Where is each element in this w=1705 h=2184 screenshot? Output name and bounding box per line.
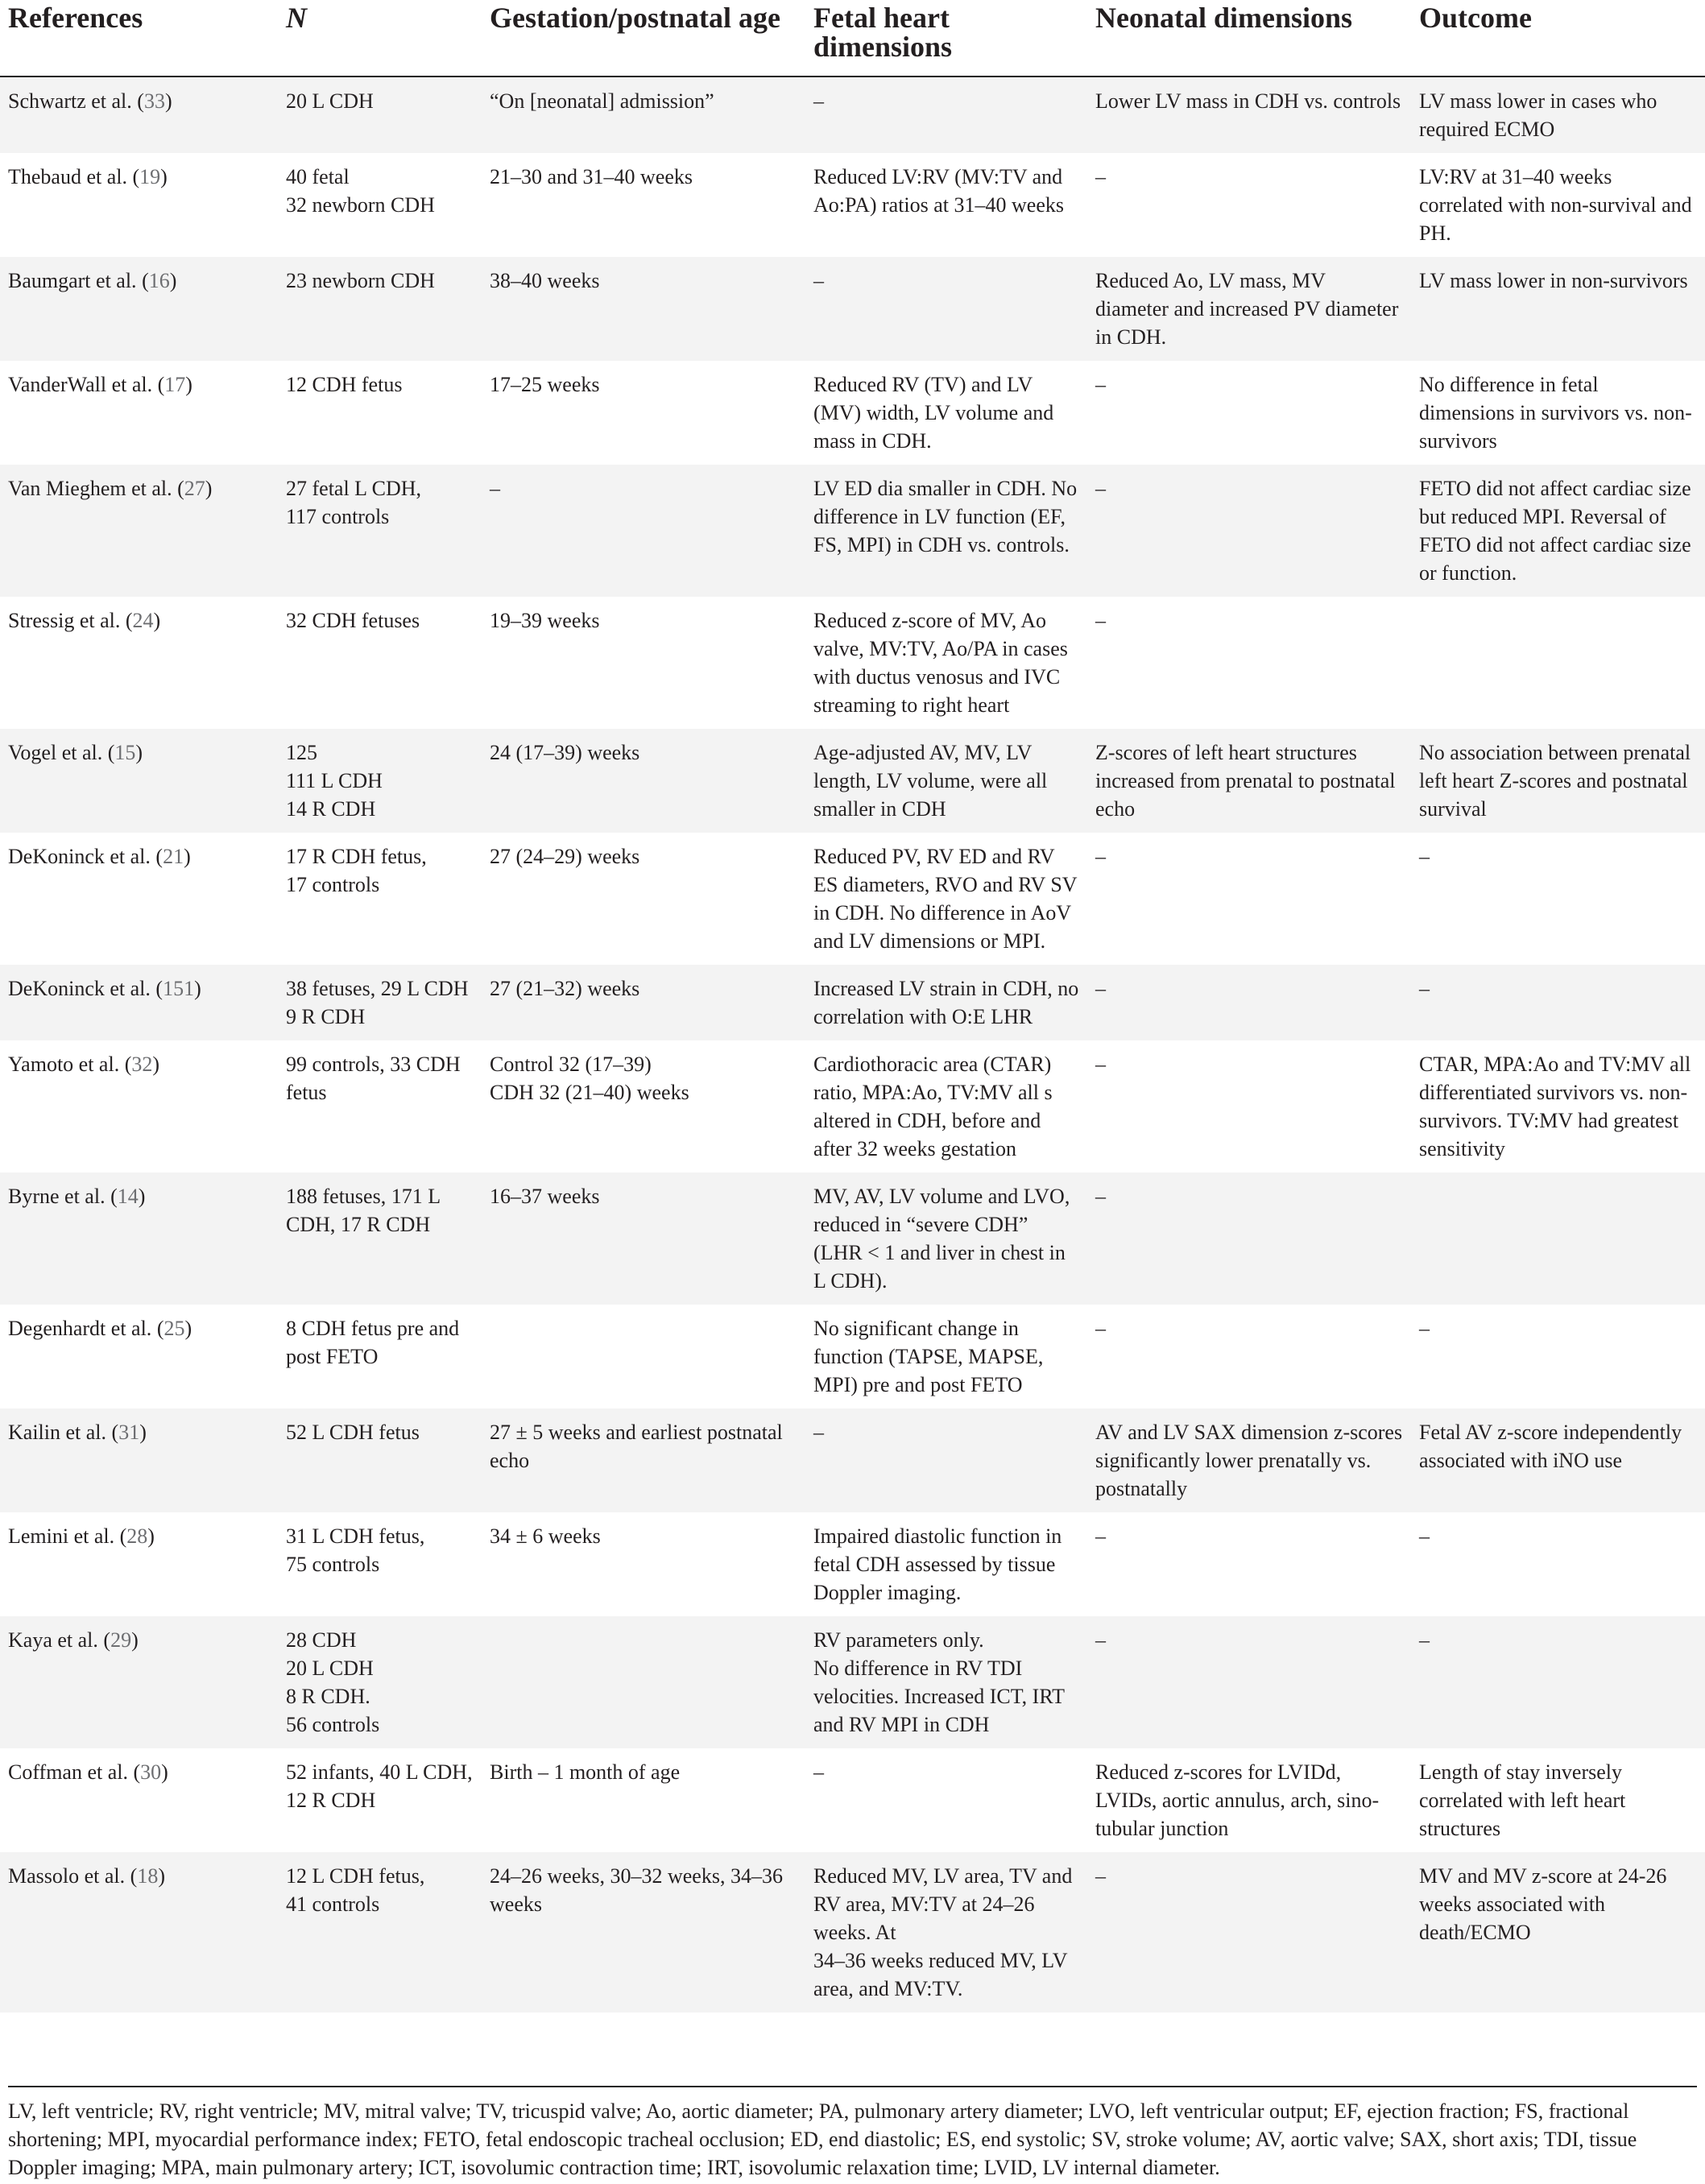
cell-reference: Schwartz et al. (33) <box>8 89 172 113</box>
cell-age <box>482 1748 805 1852</box>
cell-neonatal <box>1087 1408 1411 1512</box>
header-gestation: Gestation/postnatal age <box>490 2 781 34</box>
header-references: References <box>8 2 143 34</box>
cell-text: 28 CDH <box>286 1628 357 1652</box>
cell-fetal <box>805 1040 1087 1173</box>
citation-link[interactable]: 16 <box>148 269 170 292</box>
cell-n <box>278 257 482 361</box>
cell-neonatal <box>1087 153 1411 257</box>
reference-author: Coffman et al. <box>8 1760 128 1784</box>
cell-outcome <box>1411 1305 1705 1408</box>
cell-neonatal <box>1087 1512 1411 1616</box>
cell-text: 38–40 weeks <box>490 269 600 292</box>
cell-text: – <box>1095 845 1106 868</box>
reference-author: DeKoninck et al. <box>8 845 151 868</box>
cell-text: – <box>1095 1053 1106 1076</box>
cell-n <box>278 1040 482 1173</box>
table-row <box>0 77 1705 153</box>
table-row <box>0 1040 1705 1173</box>
cell-reference: Lemini et al. (28) <box>8 1524 155 1548</box>
citation-link[interactable]: 32 <box>131 1053 153 1076</box>
cell-text: Reduced z-score of MV, Ao valve, MV:TV, Ao/PA in cases with ductus venosus and IVC streaming to right heart <box>813 609 1068 717</box>
cell-text: – <box>1419 1628 1430 1652</box>
cell-text: MV and MV z-score at 24-26 weeks associated with death/ECMO <box>1419 1864 1667 1944</box>
cell-fetal <box>805 1408 1087 1512</box>
cell-outcome <box>1411 833 1705 965</box>
citation-link[interactable]: 31 <box>118 1421 140 1444</box>
reference-author: VanderWall et al. <box>8 373 153 396</box>
reference-author: Schwartz et al. <box>8 89 132 113</box>
cell-text: Control 32 (17–39) <box>490 1053 652 1076</box>
cell-outcome <box>1411 1852 1705 2012</box>
cell-text: 111 L CDH <box>286 769 383 792</box>
cell-age <box>482 153 805 257</box>
cell-n <box>278 1616 482 1748</box>
footnote: LV, left ventricle; RV, right ventricle; MV, mitral valve; TV, tricuspid valve; Ao, aortic diameter; PA, pulmonary artery diameter; LVO, left ventricular output; EF, ejection fraction; FS, fractional shortening; MPI, myocardial performance index; FETO, fetal endoscopic tracheal occlusion; ED, end diastolic; ES, end systolic; SV, stroke volume; AV, aortic valve; SAX, short axis; TDI, tissue Doppler imaging; MPA, main pulmonary artery; ICT, isovolumic contraction time; IRT, isovolumic relaxation time; LVID, LV internal diameter. <box>8 2086 1697 2182</box>
cell-text: – <box>1095 477 1106 500</box>
cell-fetal <box>805 833 1087 965</box>
cell-text: Impaired diastolic function in fetal CDH assessed by tissue Doppler imaging. <box>813 1524 1062 1604</box>
cell-text: LV mass lower in cases who required ECMO <box>1419 89 1657 141</box>
cell-fetal <box>805 1616 1087 1748</box>
header-row <box>0 0 1705 77</box>
cell-text: No difference in RV TDI velocities. Increased ICT, IRT and RV MPI in CDH <box>813 1657 1065 1736</box>
cell-text: 117 controls <box>286 505 390 528</box>
cell-text: 20 L CDH <box>286 89 374 113</box>
citation-link[interactable]: 25 <box>163 1317 185 1340</box>
cell-neonatal <box>1087 1305 1411 1408</box>
cell-age <box>482 1040 805 1173</box>
cell-n <box>278 1408 482 1512</box>
cell-n <box>278 77 482 153</box>
cell-fetal <box>805 1305 1087 1408</box>
cell-text: 23 newborn CDH <box>286 269 435 292</box>
cell-text: – <box>1419 1317 1430 1340</box>
cell-text: 19–39 weeks <box>490 609 600 632</box>
cell-text: 17 R CDH fetus, <box>286 845 427 868</box>
cell-text: 24 (17–39) weeks <box>490 741 640 764</box>
cell-outcome <box>1411 965 1705 1040</box>
cell-n <box>278 465 482 597</box>
cell-text: 38 fetuses, 29 L CDH <box>286 977 469 1000</box>
cell-text: 27 (24–29) weeks <box>490 845 640 868</box>
cell-text: – <box>1419 1524 1430 1548</box>
cell-fetal <box>805 1512 1087 1616</box>
table-row <box>0 257 1705 361</box>
citation-link[interactable]: 24 <box>132 609 154 632</box>
cell-n <box>278 1852 482 2012</box>
cell-age <box>482 729 805 833</box>
cell-n <box>278 833 482 965</box>
table-row <box>0 729 1705 833</box>
cell-text: – <box>1095 1864 1106 1888</box>
cell-age <box>482 1173 805 1305</box>
cell-text: – <box>1095 373 1106 396</box>
cell-text: MV, AV, LV volume and LVO, reduced in “severe CDH” (LHR < 1 and liver in chest in L CDH). <box>813 1185 1070 1293</box>
cell-reference: Kailin et al. (31) <box>8 1421 147 1444</box>
cell-text: 17 controls <box>286 873 380 896</box>
cell-neonatal <box>1087 1173 1411 1305</box>
table-row <box>0 1852 1705 2012</box>
cell-reference: Vogel et al. (15) <box>8 741 143 764</box>
citation-link[interactable]: 27 <box>184 477 205 500</box>
cell-outcome <box>1411 361 1705 465</box>
cell-fetal <box>805 361 1087 465</box>
cell-age <box>482 465 805 597</box>
cell-age <box>482 77 805 153</box>
cell-text: RV parameters only. <box>813 1628 984 1652</box>
cell-fetal <box>805 965 1087 1040</box>
cell-reference: DeKoninck et al. (21) <box>8 845 191 868</box>
cell-text: Length of stay inversely correlated with left heart structures <box>1419 1760 1626 1840</box>
cell-n <box>278 1173 482 1305</box>
cell-text: 14 R CDH <box>286 797 376 821</box>
cell-text: 188 fetuses, 171 L CDH, 17 R CDH <box>286 1185 441 1236</box>
cell-text: – <box>1095 1628 1106 1652</box>
cell-fetal <box>805 597 1087 729</box>
cell-text: 20 L CDH <box>286 1657 374 1680</box>
cell-text: 56 controls <box>286 1713 380 1736</box>
table-row <box>0 465 1705 597</box>
cell-fetal <box>805 1852 1087 2012</box>
citation-link[interactable]: 19 <box>139 165 161 188</box>
table-row <box>0 1173 1705 1305</box>
cell-text: AV and LV SAX dimension z-scores significantly lower prenatally vs. postnatally <box>1095 1421 1403 1500</box>
cell-text: 31 L CDH fetus, <box>286 1524 425 1548</box>
cell-text: Fetal AV z-score independently associated with iNO use <box>1419 1421 1682 1472</box>
reference-author: Degenhardt et al. <box>8 1317 152 1340</box>
cell-neonatal <box>1087 77 1411 153</box>
cell-text: CTAR, MPA:Ao and TV:MV all differentiated survivors vs. non-survivors. TV:MV had greatest sensitivity <box>1419 1053 1691 1160</box>
table-row <box>0 1408 1705 1512</box>
cell-n <box>278 153 482 257</box>
cell-outcome <box>1411 729 1705 833</box>
cell-text: 99 controls, 33 CDH fetus <box>286 1053 461 1104</box>
citation-link[interactable]: 17 <box>164 373 186 396</box>
reference-author: Kaya et al. <box>8 1628 98 1652</box>
cell-n <box>278 1748 482 1852</box>
reference-author: Stressig et al. <box>8 609 121 632</box>
cell-fetal <box>805 729 1087 833</box>
cell-text: No difference in fetal dimensions in survivors vs. non-survivors <box>1419 373 1692 453</box>
cell-fetal <box>805 1173 1087 1305</box>
cell-text: CDH 32 (21–40) weeks <box>490 1081 689 1104</box>
cell-neonatal <box>1087 597 1411 729</box>
cell-neonatal <box>1087 729 1411 833</box>
cell-n <box>278 1305 482 1408</box>
cell-text: LV:RV at 31–40 weeks correlated with non-survival and PH. <box>1419 165 1692 245</box>
cell-age <box>482 1852 805 2012</box>
cell-neonatal <box>1087 257 1411 361</box>
cell-text: 8 CDH fetus pre and post FETO <box>286 1317 460 1368</box>
cell-n <box>278 965 482 1040</box>
cell-age <box>482 597 805 729</box>
cell-reference: Yamoto et al. (32) <box>8 1053 160 1076</box>
cell-n <box>278 729 482 833</box>
cell-text: LV mass lower in non-survivors <box>1419 269 1688 292</box>
cell-outcome <box>1411 465 1705 597</box>
cell-fetal <box>805 77 1087 153</box>
reference-author: Kailin et al. <box>8 1421 107 1444</box>
cell-fetal <box>805 465 1087 597</box>
cell-text: Z-scores of left heart structures increased from prenatal to postnatal echo <box>1095 741 1396 821</box>
cell-text: FETO did not affect cardiac size but reduced MPI. Reversal of FETO did not affect cardiac size or function. <box>1419 477 1691 585</box>
cell-text: 125 <box>286 741 317 764</box>
cell-n <box>278 361 482 465</box>
cell-text: Age-adjusted AV, MV, LV length, LV volume, were all smaller in CDH <box>813 741 1048 821</box>
cell-text: 8 R CDH. <box>286 1685 370 1708</box>
citation-link[interactable]: 28 <box>126 1524 148 1548</box>
cell-text: 9 R CDH <box>286 1005 366 1028</box>
cell-text: 52 L CDH fetus <box>286 1421 420 1444</box>
cell-text: 21–30 and 31–40 weeks <box>490 165 693 188</box>
citation-link[interactable]: 151 <box>163 977 195 1000</box>
cell-text: Lower LV mass in CDH vs. controls <box>1095 89 1401 113</box>
cell-outcome <box>1411 257 1705 361</box>
cell-text: 34–36 weeks reduced MV, LV area, and MV:TV. <box>813 1949 1068 2000</box>
cell-reference: Kaya et al. (29) <box>8 1628 139 1652</box>
cell-text: 41 controls <box>286 1892 380 1916</box>
cell-text: – <box>1095 1185 1106 1208</box>
cell-outcome <box>1411 1040 1705 1173</box>
cell-age <box>482 257 805 361</box>
cell-reference: Thebaud et al. (19) <box>8 165 168 188</box>
cell-reference: Byrne et al. (14) <box>8 1185 146 1208</box>
cell-text: LV ED dia smaller in CDH. No difference in LV function (EF, FS, MPI) in CDH vs. controls. <box>813 477 1078 556</box>
cell-text: – <box>813 269 824 292</box>
cell-text: Birth – 1 month of age <box>490 1760 681 1784</box>
cell-neonatal <box>1087 833 1411 965</box>
cell-neonatal <box>1087 1748 1411 1852</box>
cell-outcome <box>1411 77 1705 153</box>
cell-text: 27 ± 5 weeks and earliest postnatal echo <box>490 1421 783 1472</box>
cell-neonatal <box>1087 1040 1411 1173</box>
cell-text: 32 newborn CDH <box>286 193 435 217</box>
table-row <box>0 597 1705 729</box>
cell-text: Reduced MV, LV area, TV and RV area, MV:TV at 24–26 weeks. At <box>813 1864 1073 1944</box>
cell-outcome <box>1411 1173 1705 1305</box>
cell-outcome <box>1411 597 1705 729</box>
citation-link[interactable]: 15 <box>114 741 136 764</box>
cell-neonatal <box>1087 1616 1411 1748</box>
cell-neonatal <box>1087 465 1411 597</box>
cell-age <box>482 833 805 965</box>
cell-text: – <box>1095 1317 1106 1340</box>
cell-text: Increased LV strain in CDH, no correlation with O:E LHR <box>813 977 1079 1028</box>
cell-neonatal <box>1087 1852 1411 2012</box>
cell-text: No significant change in function (TAPSE, MAPSE, MPI) pre and post FETO <box>813 1317 1044 1396</box>
cell-reference: VanderWall et al. (17) <box>8 373 192 396</box>
citation-link[interactable]: 30 <box>140 1760 162 1784</box>
cell-reference: Coffman et al. (30) <box>8 1760 168 1784</box>
cell-text: 17–25 weeks <box>490 373 600 396</box>
cell-age <box>482 361 805 465</box>
cell-fetal <box>805 1748 1087 1852</box>
table-row <box>0 965 1705 1040</box>
reference-author: Baumgart et al. <box>8 269 137 292</box>
cell-text: – <box>813 89 824 113</box>
cell-text: – <box>1419 977 1430 1000</box>
cell-text: “On [neonatal] admission” <box>490 89 714 113</box>
table-body <box>0 77 1705 2012</box>
cell-outcome <box>1411 1512 1705 1616</box>
header-neonatal: Neonatal dimensions <box>1095 2 1353 34</box>
cell-text: 32 CDH fetuses <box>286 609 420 632</box>
cell-reference: Massolo et al. (18) <box>8 1864 165 1888</box>
cell-n <box>278 1512 482 1616</box>
cell-text: No association between prenatal left heart Z-scores and postnatal survival <box>1419 741 1691 821</box>
cell-fetal <box>805 153 1087 257</box>
header-fetal: Fetal heart dimensions <box>813 2 953 63</box>
table-row <box>0 1512 1705 1616</box>
cell-text: – <box>1095 1524 1106 1548</box>
header-n: N <box>286 2 307 34</box>
citation-link[interactable]: 21 <box>163 845 184 868</box>
cell-text: – <box>1095 165 1106 188</box>
cell-reference: Van Mieghem et al. (27) <box>8 477 213 500</box>
cell-text: 52 infants, 40 L CDH, 12 R CDH <box>286 1760 473 1812</box>
header-outcome: Outcome <box>1419 2 1532 34</box>
cell-text: – <box>813 1760 824 1784</box>
cell-fetal <box>805 257 1087 361</box>
table-row <box>0 361 1705 465</box>
cell-text: Reduced LV:RV (MV:TV and Ao:PA) ratios at 31–40 weeks <box>813 165 1065 217</box>
cell-text: 27 (21–32) weeks <box>490 977 640 1000</box>
cell-text: Reduced PV, RV ED and RV ES diameters, RVO and RV SV in CDH. No difference in AoV and LV dimensions or MPI. <box>813 845 1078 953</box>
cell-text: – <box>813 1421 824 1444</box>
reference-author: Vogel et al. <box>8 741 103 764</box>
cell-age <box>482 1512 805 1616</box>
citation-link[interactable]: 33 <box>143 89 165 113</box>
cell-text: 34 ± 6 weeks <box>490 1524 601 1548</box>
citation-link[interactable]: 29 <box>110 1628 132 1652</box>
cell-text: 27 fetal L CDH, <box>286 477 421 500</box>
reference-author: DeKoninck et al. <box>8 977 151 1000</box>
cell-reference: DeKoninck et al. (151) <box>8 977 201 1000</box>
reference-author: Lemini et al. <box>8 1524 115 1548</box>
reference-author: Van Mieghem et al. <box>8 477 172 500</box>
table-row <box>0 1305 1705 1408</box>
cell-n <box>278 597 482 729</box>
cell-text: 75 controls <box>286 1553 380 1576</box>
cell-age <box>482 1305 805 1408</box>
cell-text: – <box>1419 845 1430 868</box>
cell-age <box>482 1408 805 1512</box>
cell-neonatal <box>1087 361 1411 465</box>
cell-text: Reduced Ao, LV mass, MV diameter and increased PV diameter in CDH. <box>1095 269 1399 349</box>
cell-reference: Stressig et al. (24) <box>8 609 161 632</box>
cell-text: – <box>1095 609 1106 632</box>
cell-outcome <box>1411 1748 1705 1852</box>
citation-link[interactable]: 18 <box>137 1864 159 1888</box>
cell-outcome <box>1411 1408 1705 1512</box>
cell-text: 40 fetal <box>286 165 350 188</box>
reference-author: Yamoto et al. <box>8 1053 120 1076</box>
cell-outcome <box>1411 153 1705 257</box>
citation-link[interactable]: 14 <box>117 1185 139 1208</box>
cell-reference: Baumgart et al. (16) <box>8 269 177 292</box>
cell-text: 12 CDH fetus <box>286 373 403 396</box>
cell-reference: Degenhardt et al. (25) <box>8 1317 192 1340</box>
cell-text: Cardiothoracic area (CTAR) ratio, MPA:Ao, TV:MV all s altered in CDH, before and after 32 weeks gestation <box>813 1053 1053 1160</box>
cell-text: Reduced z-scores for LVIDd, LVIDs, aortic annulus, arch, sino-tubular junction <box>1095 1760 1380 1840</box>
table-row <box>0 153 1705 257</box>
cell-text: – <box>490 477 500 500</box>
table-row <box>0 1616 1705 1748</box>
reference-author: Thebaud et al. <box>8 165 127 188</box>
table-row <box>0 833 1705 965</box>
cell-text: 16–37 weeks <box>490 1185 600 1208</box>
cell-text: – <box>1095 977 1106 1000</box>
reference-author: Massolo et al. <box>8 1864 126 1888</box>
cell-text: 12 L CDH fetus, <box>286 1864 425 1888</box>
table-row <box>0 1748 1705 1852</box>
reference-author: Byrne et al. <box>8 1185 106 1208</box>
cell-age <box>482 965 805 1040</box>
cell-text: Reduced RV (TV) and LV (MV) width, LV volume and mass in CDH. <box>813 373 1054 453</box>
cell-text: 24–26 weeks, 30–32 weeks, 34–36 weeks <box>490 1864 783 1916</box>
cell-age <box>482 1616 805 1748</box>
cell-outcome <box>1411 1616 1705 1748</box>
cell-neonatal <box>1087 965 1411 1040</box>
